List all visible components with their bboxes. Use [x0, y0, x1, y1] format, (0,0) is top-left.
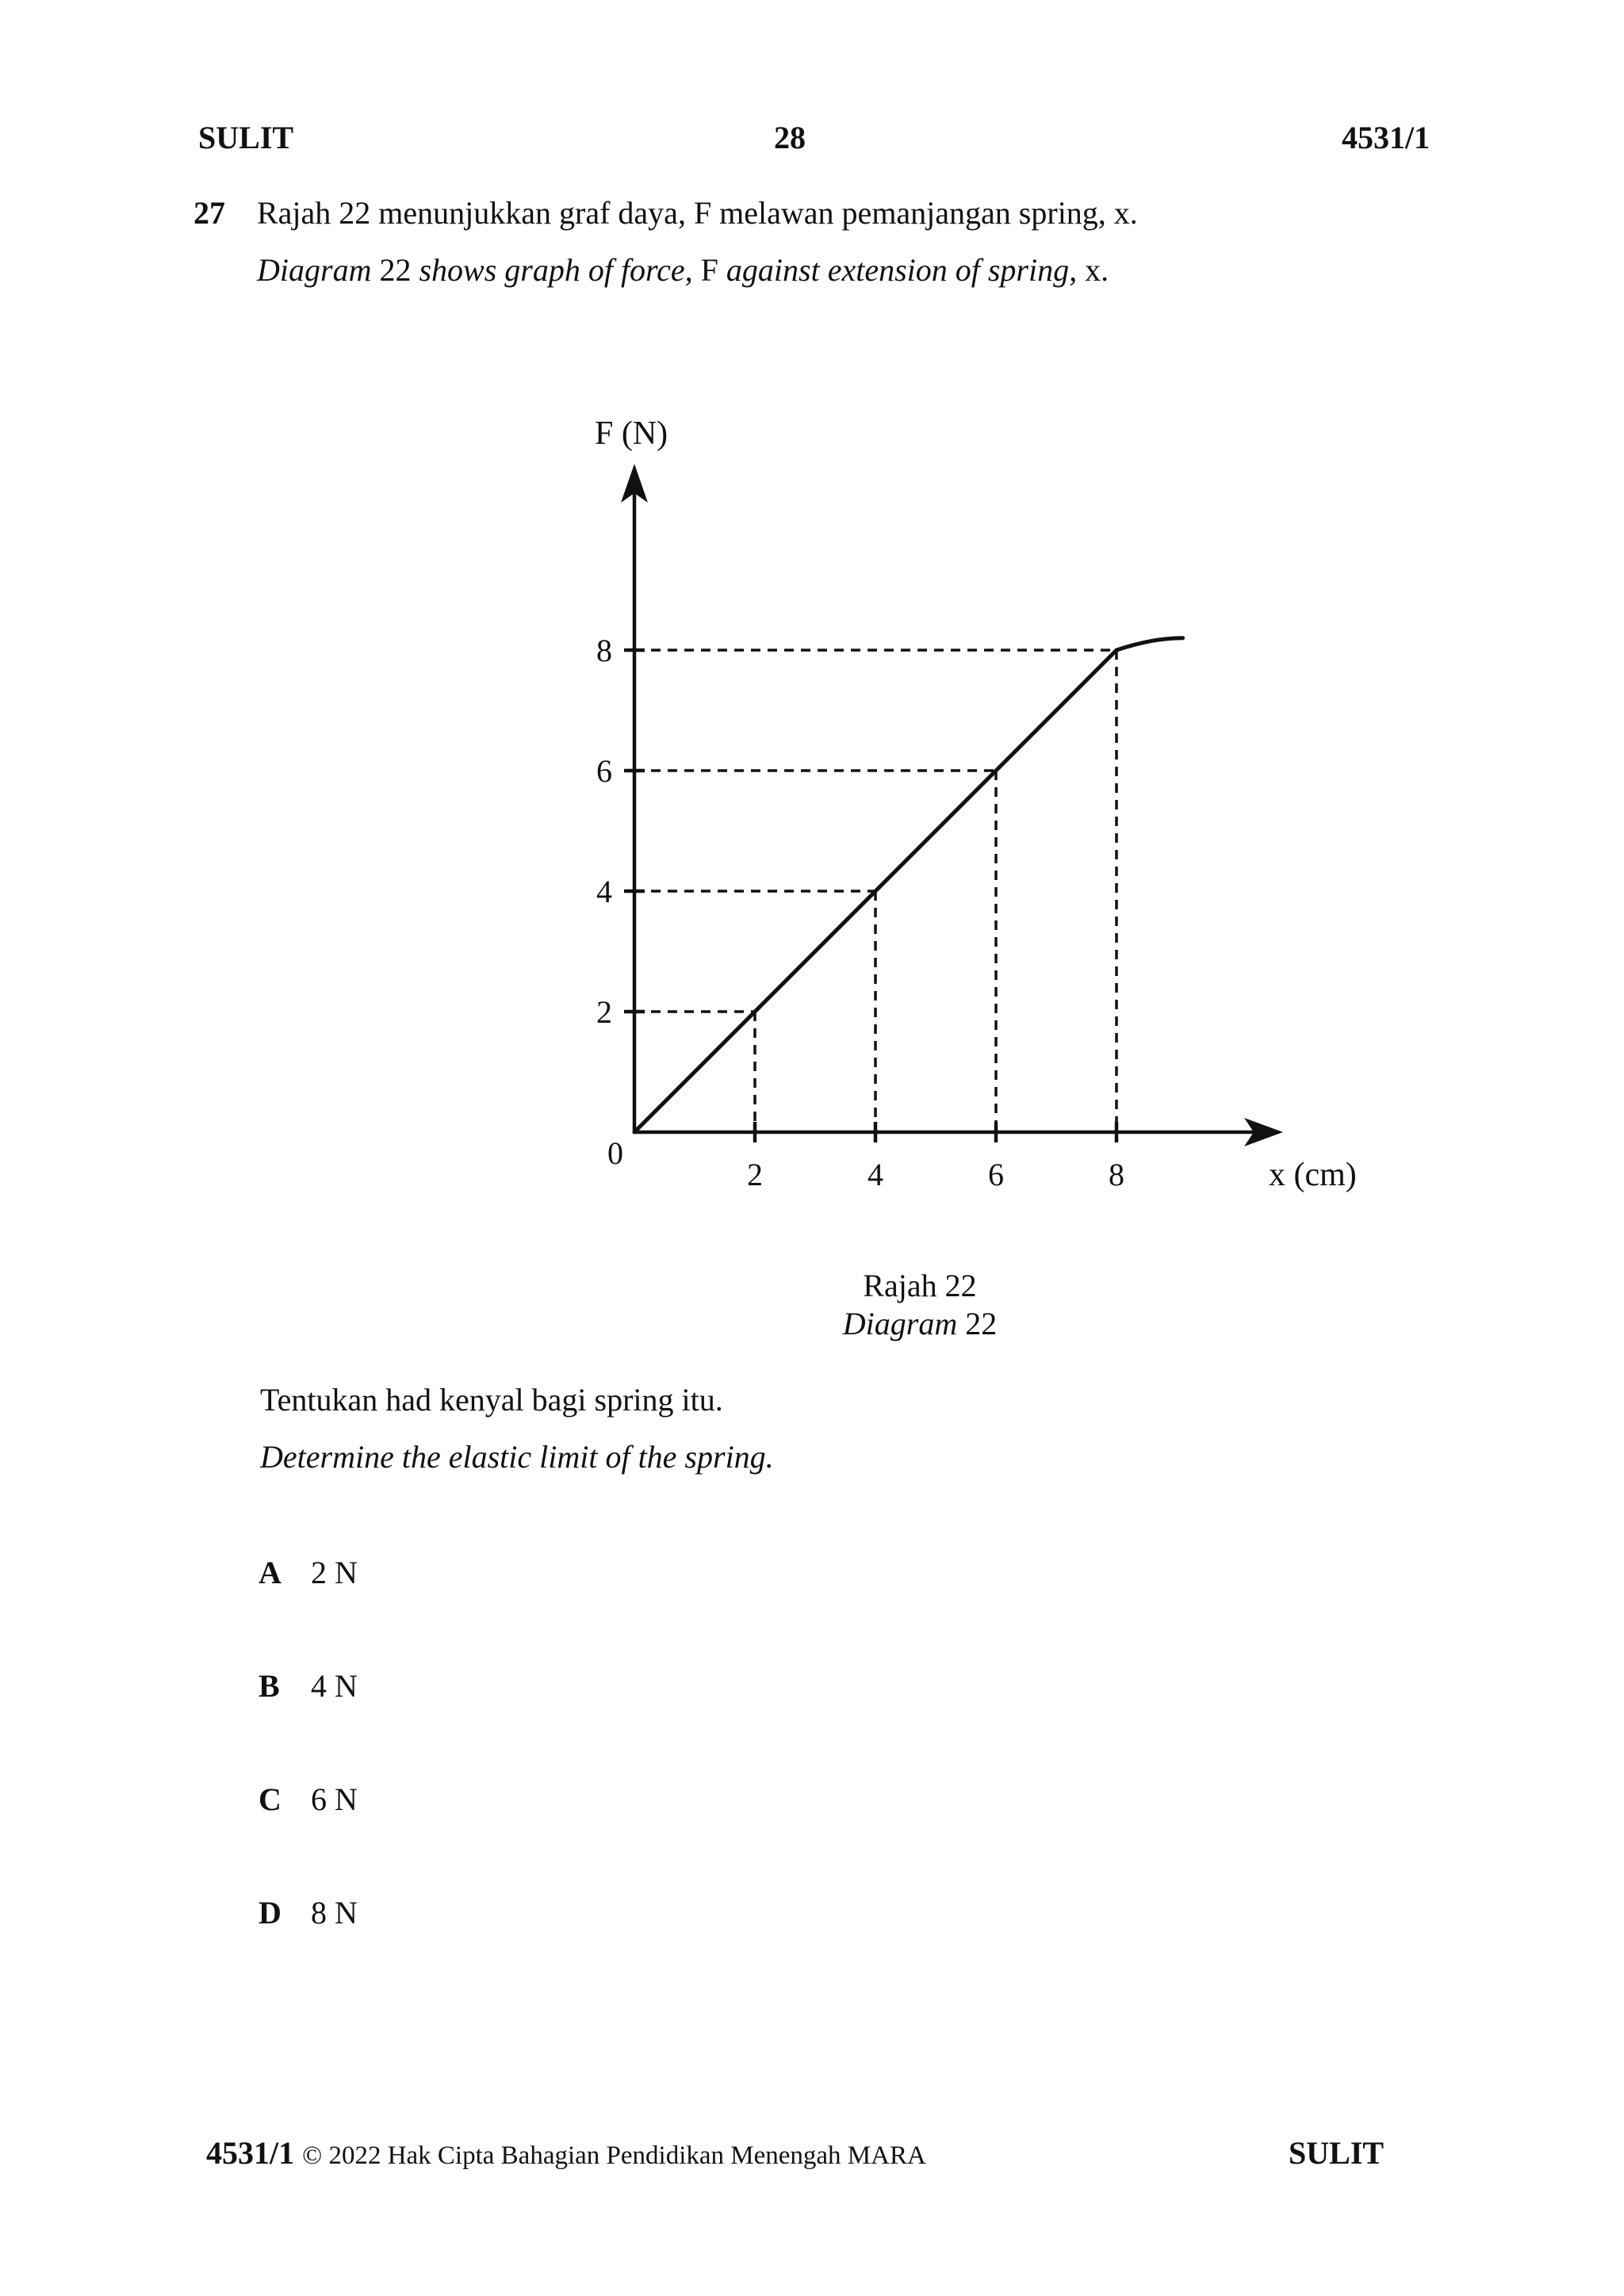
footer-sulit: SULIT — [1289, 2135, 1385, 2171]
x-tick-label-8: 8 — [1109, 1157, 1124, 1192]
y-tick-label-2: 2 — [596, 994, 612, 1030]
question-text-malay: Rajah 22 menunjukkan graf daya, F melawan pemanjangan spring, x. — [257, 195, 1138, 231]
footer-paper-code: 4531/1 — [206, 2135, 295, 2171]
y-tick-label-8: 8 — [596, 633, 612, 668]
paper-code: 4531/1 — [1342, 120, 1431, 155]
nonlinear-region-curve — [1116, 638, 1183, 650]
figure-caption-english: Diagram 22 — [842, 1306, 998, 1341]
series-line — [634, 638, 1183, 1132]
axis-labels — [595, 415, 1357, 1193]
figure-caption-malay: Rajah 22 — [863, 1268, 977, 1303]
header-sulit: SULIT — [198, 120, 294, 155]
option-c-text[interactable]: 6 N — [311, 1781, 358, 1817]
option-b-text[interactable]: 4 N — [311, 1668, 358, 1704]
prompt-english: Determine the elastic limit of the spring. — [260, 1439, 774, 1475]
question-text-english: Diagram 22 shows graph of force, F against extension of spring, x. — [257, 252, 1109, 288]
y-tick-label-6: 6 — [596, 753, 612, 789]
prompt-malay: Tentukan had kenyal bagi spring itu. — [260, 1382, 723, 1418]
x-tick-label-4: 4 — [868, 1157, 883, 1192]
page-number: 28 — [774, 120, 806, 155]
option-a-text[interactable]: 2 N — [311, 1555, 358, 1590]
option-d-letter: D — [259, 1895, 282, 1931]
option-d-text[interactable]: 8 N — [311, 1895, 358, 1931]
origin-label: 0 — [607, 1135, 623, 1171]
x-tick-label-2: 2 — [747, 1157, 763, 1192]
option-b-letter: B — [259, 1668, 280, 1704]
x-tick-label-6: 6 — [988, 1157, 1004, 1192]
option-a-letter: A — [259, 1555, 282, 1590]
y-axis-title: F (N) — [595, 415, 668, 452]
option-c-letter: C — [259, 1781, 282, 1817]
question-number: 27 — [193, 195, 225, 231]
x-axis-title: x (cm) — [1269, 1157, 1357, 1193]
footer-copyright: 4531/1 © 2022 Hak Cipta Bahagian Pendidikan Menengah MARA — [206, 2135, 926, 2171]
y-tick-label-4: 4 — [596, 874, 612, 909]
